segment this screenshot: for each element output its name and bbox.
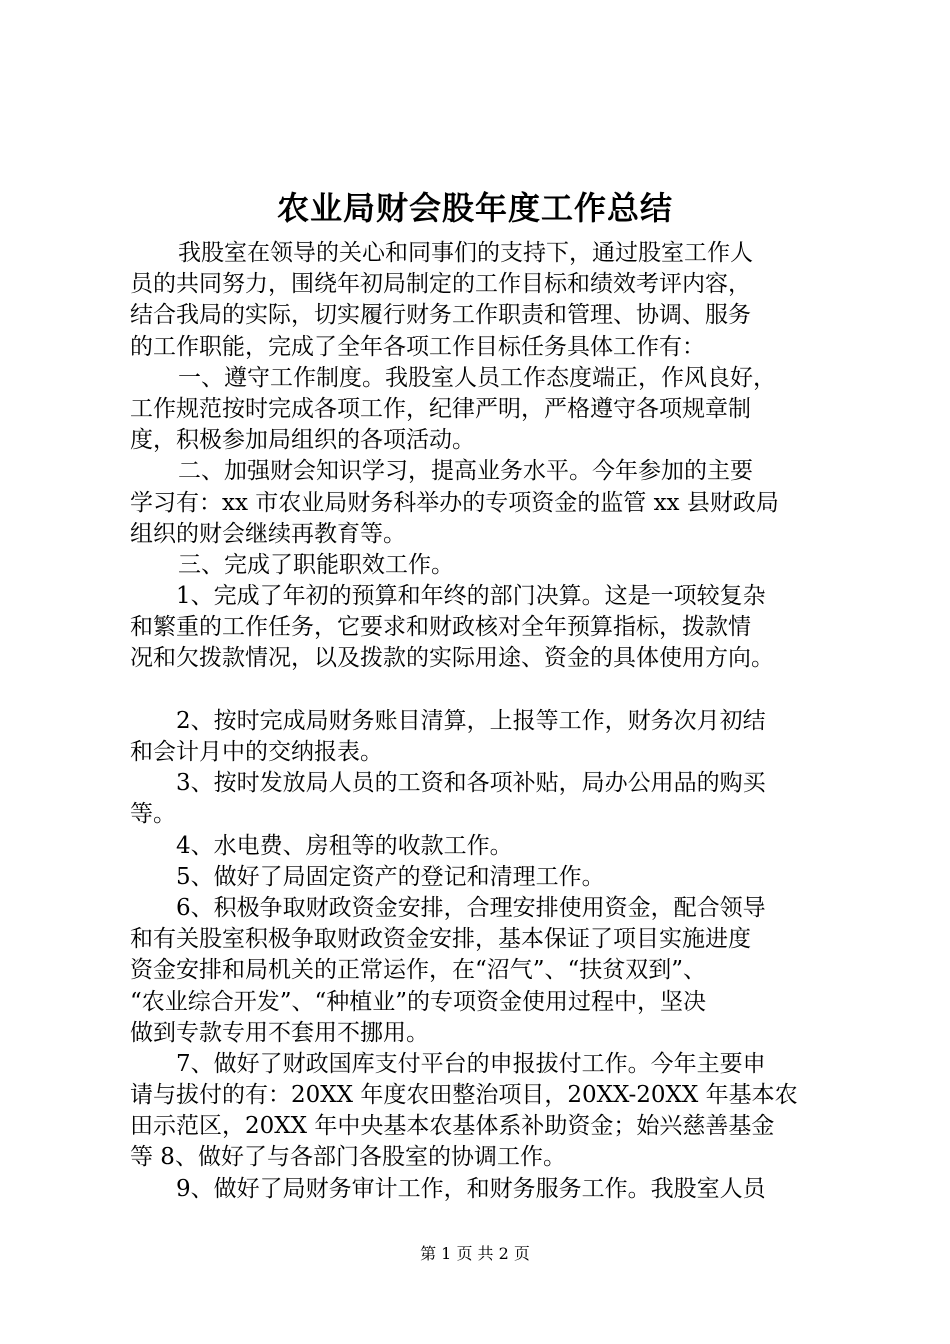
paragraph-line: 田示范区，20XX 年中央基本农基体系补助资金；始兴慈善基金 — [130, 1113, 775, 1140]
paragraph-line: 学习有：xx 市农业局财务科举办的专项资金的监管 xx 县财政局 — [130, 489, 779, 516]
paragraph-line: 员的共同努力，围绕年初局制定的工作目标和绩效考评内容， — [130, 271, 751, 298]
paragraph-line: 7、做好了财政国库支付平台的申报拔付工作。今年主要申 — [176, 1050, 766, 1077]
paragraph-line: 三、完成了职能职效工作。 — [178, 551, 454, 578]
paragraph-line: 等 8、做好了与各部门各股室的协调工作。 — [130, 1144, 566, 1171]
paragraph-line: 3、按时发放局人员的工资和各项补贴，局办公用品的购买 — [176, 770, 766, 797]
paragraph-line: 资金安排和局机关的正常运作，在“沼气”、“扶贫双到”、 — [130, 957, 707, 984]
paragraph-line: 一、遵守工作制度。我股室人员工作态度端正，作风良好， — [178, 364, 776, 391]
document-body — [130, 238, 842, 1205]
paragraph-line: 2、按时完成局财务账目清算，上报等工作，财务次月初结 — [176, 707, 766, 734]
paragraph-line: 我股室在领导的关心和同事们的支持下，通过股室工作人 — [178, 240, 753, 266]
paragraph-line: 组织的财会继续再教育等。 — [130, 520, 406, 547]
paragraph-line: 和有关股室积极争取财政资金安排，基本保证了项目实施进度 — [130, 926, 751, 953]
paragraph-line: 6、积极争取财政资金安排，合理安排使用资金，配合领导 — [176, 894, 766, 921]
paragraph-line: 的工作职能，完成了全年各项工作目标任务具体工作有： — [130, 333, 705, 360]
paragraph-line: “农业综合开发”、“种植业”的专项资金使用过程中，坚决 — [130, 988, 707, 1015]
blank-line — [130, 675, 842, 706]
paragraph-line: 9、做好了局财务审计工作，和财务服务工作。我股室人员 — [176, 1175, 766, 1202]
paragraph-line: 况和欠拨款情况，以及拨款的实际用途、资金的具体使用方向。 — [130, 645, 774, 672]
paragraph-line: 做到专款专用不套用不挪用。 — [130, 1019, 429, 1046]
paragraph-line: 和繁重的工作任务，它要求和财政核对全年预算指标，拨款情 — [130, 614, 751, 641]
paragraph-line: 二、加强财会知识学习，提高业务水平。今年参加的主要 — [178, 458, 753, 485]
paragraph-line: 4、水电费、房租等的收款工作。 — [176, 832, 513, 859]
paragraph-line: 和会计月中的交纳报表。 — [130, 739, 383, 765]
paragraph-line: 1、完成了年初的预算和年终的部门决算。这是一项较复杂 — [176, 583, 766, 610]
paragraph-line: 结合我局的实际，切实履行财务工作职责和管理、协调、服务 — [130, 302, 751, 329]
paragraph-line: 5、做好了局固定资产的登记和清理工作。 — [176, 863, 605, 890]
page-number-footer: 第 1 页 共 2 页 — [420, 1244, 530, 1263]
paragraph-line: 度，积极参加局组织的各项活动。 — [130, 427, 475, 454]
paragraph-line: 工作规范按时完成各项工作，纪律严明，严格遵守各项规章制 — [130, 395, 751, 422]
paragraph-line: 等。 — [130, 801, 176, 828]
document-title: 农业局财会股年度工作总结 — [276, 189, 673, 227]
paragraph-line: 请与拔付的有：20XX 年度农田整治项目，20XX-20XX 年基本农 — [130, 1082, 798, 1109]
